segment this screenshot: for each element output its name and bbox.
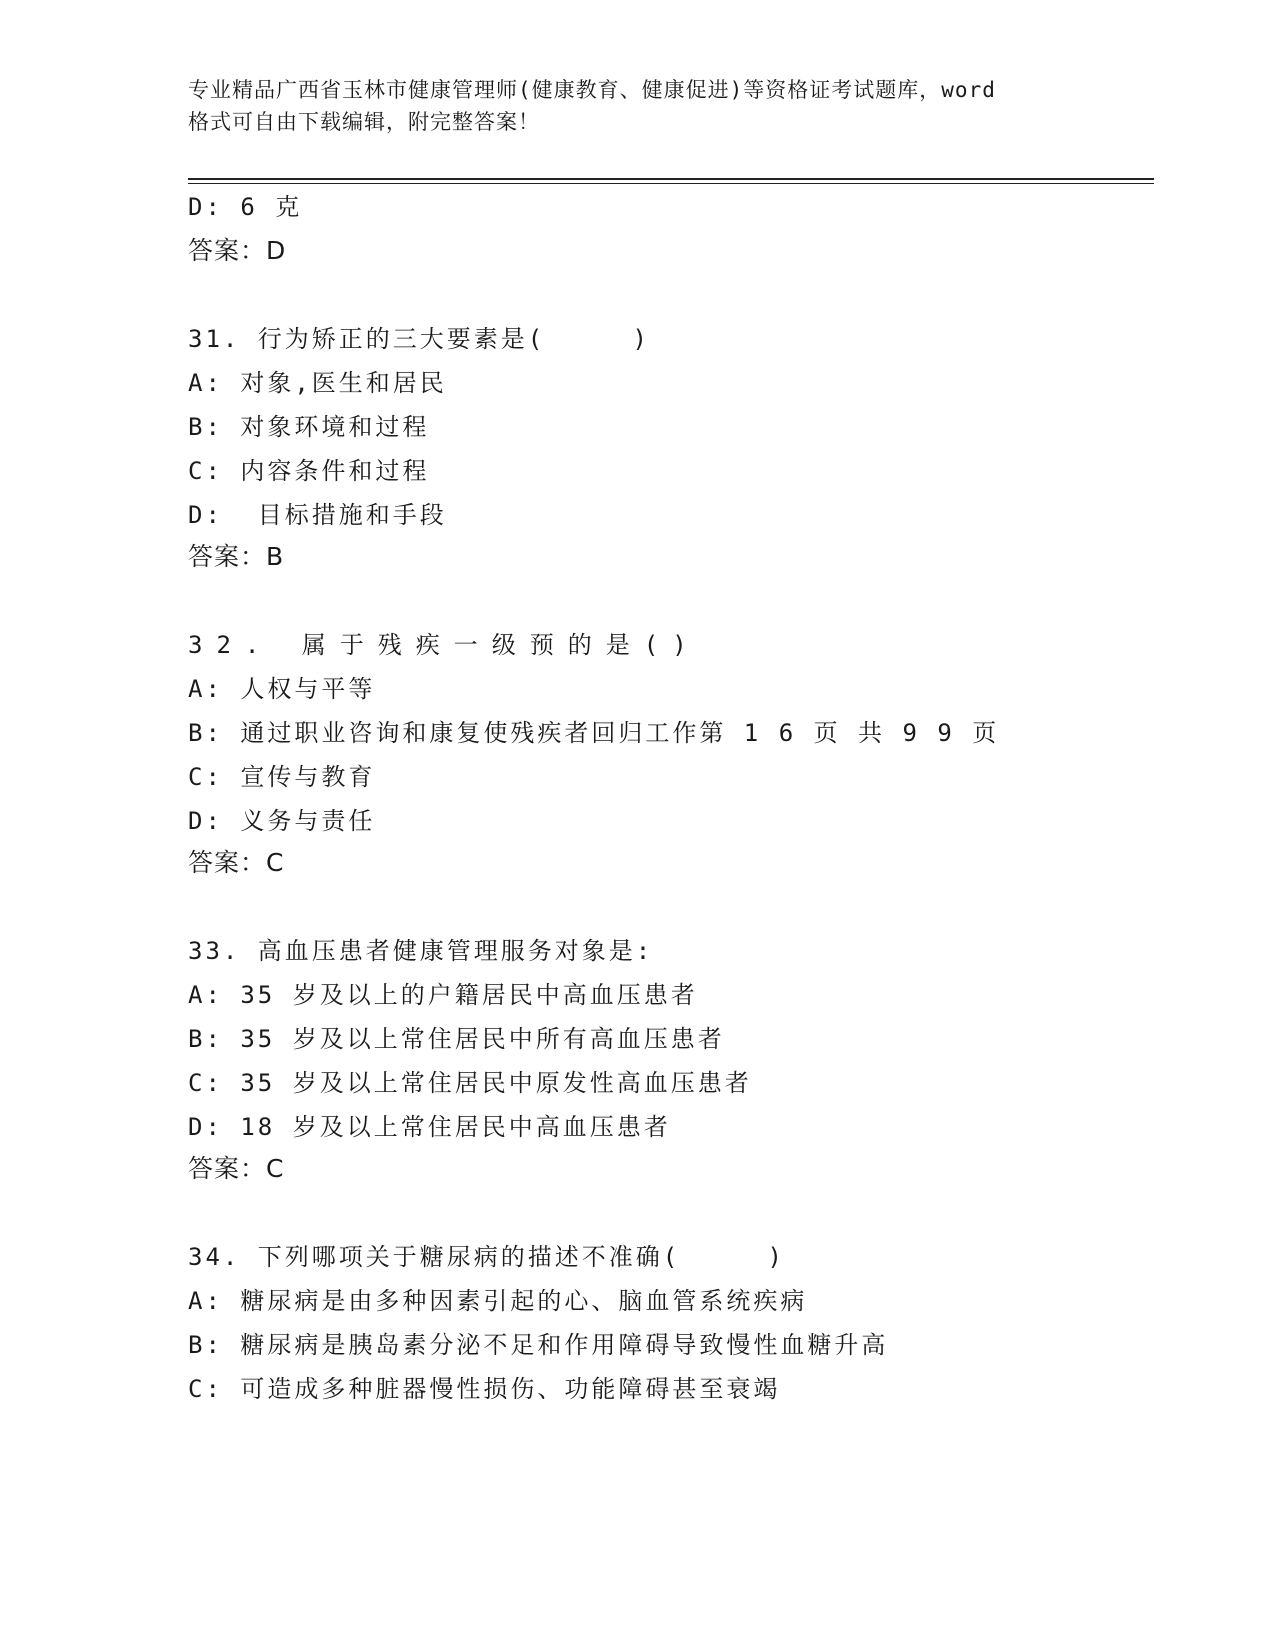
- q31-option-a: A: 对象,医生和居民: [188, 369, 447, 397]
- q32-option-b: B: 通过职业咨询和康复使残疾者回归工作第 1 6 页 共 9 9 页: [188, 719, 1000, 747]
- prev-answer: 答案：D: [188, 236, 287, 265]
- document-header: [188, 74, 1088, 138]
- prev-option-d: D: 6 克: [188, 193, 303, 221]
- q33-option-c: C: 35 岁及以上常住居民中原发性高血压患者: [188, 1069, 752, 1097]
- q33-answer: 答案：C: [188, 1154, 285, 1183]
- q34-option-c: C: 可造成多种脏器慢性损伤、功能障碍甚至衰竭: [188, 1375, 781, 1403]
- q33-option-b: B: 35 岁及以上常住居民中所有高血压患者: [188, 1025, 725, 1053]
- q33-option-d: D: 18 岁及以上常住居民中高血压患者: [188, 1113, 671, 1141]
- q31-option-d: D: 目标措施和手段: [188, 501, 447, 529]
- q34-option-a: A: 糖尿病是由多种因素引起的心、脑血管系统疾病: [188, 1287, 808, 1315]
- q31-question: 31. 行为矫正的三大要素是( ): [188, 325, 650, 353]
- q31-option-b: B: 对象环境和过程: [188, 413, 430, 441]
- q34-question: 34. 下列哪项关于糖尿病的描述不准确( ): [188, 1243, 785, 1271]
- q33-option-a: A: 35 岁及以上的户籍居民中高血压患者: [188, 981, 698, 1009]
- q33-question: 33. 高血压患者健康管理服务对象是:: [188, 937, 654, 965]
- q32-question: 32. 属于残疾一级预的是(): [188, 631, 701, 659]
- q32-option-d: D: 义务与责任: [188, 807, 376, 835]
- q32-option-c: C: 宣传与教育: [188, 763, 376, 791]
- q31-answer: 答案：B: [188, 542, 285, 571]
- header-line-2: 格式可自由下载编辑，附完整答案！: [188, 110, 540, 134]
- q34-option-b: B: 糖尿病是胰岛素分泌不足和作用障碍导致慢性血糖升高: [188, 1331, 889, 1359]
- header-divider-thick: [188, 178, 1154, 180]
- header-line-1: 专业精品广西省玉林市健康管理师(健康教育、健康促进)等资格证考试题库，word: [188, 78, 996, 102]
- q31-option-c: C: 内容条件和过程: [188, 457, 430, 485]
- q32-option-a: A: 人权与平等: [188, 675, 376, 703]
- header-divider-thin: [188, 183, 1154, 184]
- q32-answer: 答案：C: [188, 848, 285, 877]
